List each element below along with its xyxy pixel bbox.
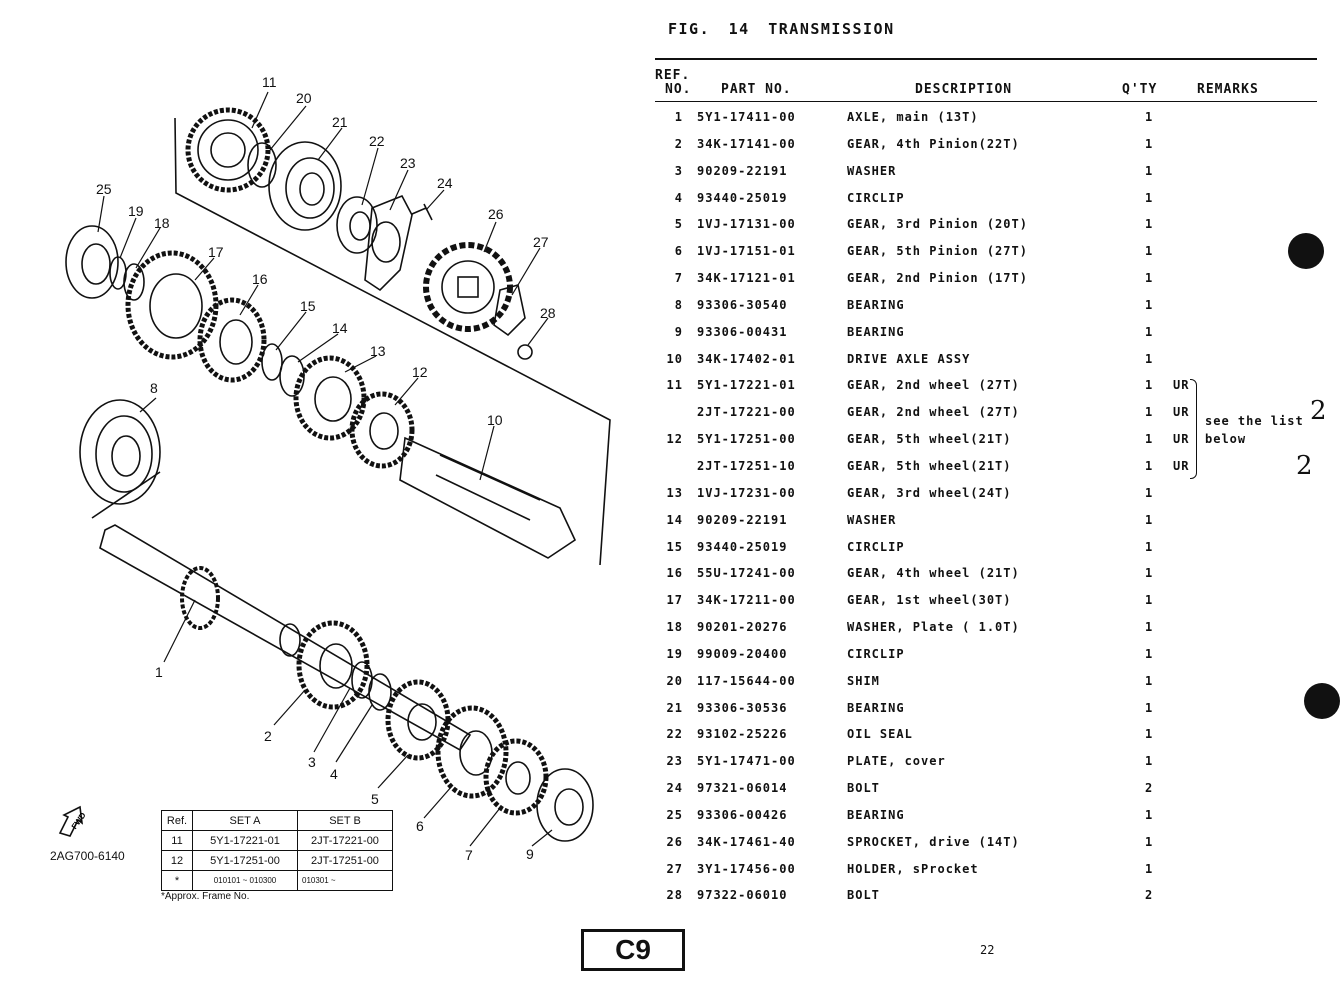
part-qty: 2 <box>1145 888 1154 903</box>
part-number: 97322-06010 <box>697 888 788 903</box>
part-remarks: UR <box>1173 378 1190 393</box>
callout-1: 1 <box>155 664 163 680</box>
part-ref: 1 <box>674 110 683 124</box>
set-table-header-set-b: SET B <box>298 811 393 831</box>
set-table-note: *Approx. Frame No. <box>161 891 250 902</box>
part-ref: 3 <box>674 163 683 178</box>
part-number: 34K-17141-00 <box>697 136 796 151</box>
table-row <box>655 131 1325 158</box>
part-ref: 13 <box>666 485 683 500</box>
part-number: 93440-25019 <box>697 190 788 205</box>
part-ref: 17 <box>666 593 683 608</box>
part-description: BEARING <box>847 324 905 339</box>
part-qty: 1 <box>1145 539 1154 554</box>
table-row <box>655 560 1325 587</box>
callout-23: 23 <box>400 155 416 171</box>
punch-hole-top <box>1288 233 1324 269</box>
callout-22: 22 <box>369 133 385 149</box>
parts-list <box>655 104 1325 909</box>
part-description: BEARING <box>847 807 905 822</box>
part-qty: 1 <box>1145 593 1154 608</box>
part-description: GEAR, 5th Pinion (27T) <box>847 244 1028 259</box>
part-qty: 1 <box>1145 271 1154 286</box>
part-description: BOLT <box>847 781 880 796</box>
table-row <box>655 346 1325 373</box>
part-ref: 22 <box>666 727 683 742</box>
part-number: 90201-20276 <box>697 620 788 635</box>
part-description: GEAR, 2nd wheel (27T) <box>847 405 1020 420</box>
part-qty: 1 <box>1145 297 1154 312</box>
part-description: OIL SEAL <box>847 727 913 742</box>
callout-28: 28 <box>540 305 556 321</box>
table-row <box>655 695 1325 722</box>
part-description: GEAR, 2nd Pinion (17T) <box>847 271 1028 286</box>
table-row <box>655 104 1325 131</box>
part-number: 97321-06014 <box>697 781 788 796</box>
part-number: 55U-17241-00 <box>697 566 796 581</box>
callout-24: 24 <box>437 175 453 191</box>
table-row <box>655 641 1325 668</box>
part-description: BEARING <box>847 297 905 312</box>
part-number: 2JT-17251-10 <box>697 458 796 473</box>
part-description: GEAR, 5th wheel(21T) <box>847 432 1012 447</box>
fwd-label: FWD <box>69 810 88 831</box>
part-ref: 26 <box>666 834 683 849</box>
callout-15: 15 <box>300 298 316 314</box>
part-description: CIRCLIP <box>847 190 905 205</box>
set-table-cell: 5Y1-17251-00 <box>193 851 298 871</box>
part-number: 34K-17211-00 <box>697 593 796 608</box>
header-bottom-rule <box>655 101 1317 102</box>
part-description: DRIVE AXLE ASSY <box>847 351 971 366</box>
handwritten-mark-b: 2 <box>1296 451 1313 481</box>
table-row <box>655 185 1325 212</box>
part-qty: 1 <box>1145 861 1154 876</box>
part-qty: 2 <box>1145 781 1154 796</box>
table-row <box>655 829 1325 856</box>
part-ref: 12 <box>666 432 683 447</box>
part-description: WASHER, Plate ( 1.0T) <box>847 620 1020 635</box>
table-row <box>655 265 1325 292</box>
part-ref: 4 <box>674 190 683 205</box>
part-ref: 11 <box>666 378 683 393</box>
part-number: 93306-00431 <box>697 324 788 339</box>
header-description: DESCRIPTION <box>915 82 1013 97</box>
callout-2: 2 <box>264 728 272 744</box>
part-ref: 28 <box>666 888 683 903</box>
part-description: CIRCLIP <box>847 539 905 554</box>
set-table-cell: 12 <box>162 851 193 871</box>
sprocket-26 <box>426 245 510 329</box>
fwd-arrow-icon <box>58 805 100 837</box>
part-ref: 10 <box>666 351 683 366</box>
bolt-28 <box>518 345 532 359</box>
part-ref: 24 <box>666 781 683 796</box>
callout-5: 5 <box>371 791 379 807</box>
set-table-cell: 010101 ~ 010300 <box>193 871 298 891</box>
callout-12: 12 <box>412 364 428 380</box>
bearing-9 <box>537 769 593 841</box>
part-ref: 8 <box>674 297 683 312</box>
callout-13: 13 <box>370 343 386 359</box>
part-remarks: UR <box>1173 458 1190 473</box>
part-description: GEAR, 3rd Pinion (20T) <box>847 217 1028 232</box>
part-qty: 1 <box>1145 512 1154 527</box>
part-number: 34K-17402-01 <box>697 351 796 366</box>
main-axle-1 <box>100 525 470 750</box>
table-row <box>655 507 1325 534</box>
table-row <box>655 802 1325 829</box>
callout-3: 3 <box>308 754 316 770</box>
part-number: 93306-30536 <box>697 700 788 715</box>
table-row <box>162 851 393 871</box>
part-qty: 1 <box>1145 163 1154 178</box>
callout-25: 25 <box>96 181 112 197</box>
callout-8: 8 <box>150 380 158 396</box>
callout-14: 14 <box>332 320 348 336</box>
part-number: 5Y1-17471-00 <box>697 754 796 769</box>
callout-7: 7 <box>465 847 473 863</box>
part-qty: 1 <box>1145 458 1154 473</box>
header-top-rule <box>655 58 1317 60</box>
part-number: 90209-22191 <box>697 163 788 178</box>
set-table-header <box>162 811 393 831</box>
header-remarks: REMARKS <box>1197 82 1259 97</box>
table-row <box>655 453 1325 480</box>
part-ref: 5 <box>674 217 683 232</box>
set-table-cell: 010301 ~ <box>298 871 393 891</box>
table-row <box>655 211 1325 238</box>
remarks-note <box>1205 412 1304 448</box>
part-description: GEAR, 3rd wheel(24T) <box>847 485 1012 500</box>
table-row <box>655 668 1325 695</box>
set-table-cell: 5Y1-17221-01 <box>193 831 298 851</box>
part-number: 34K-17121-01 <box>697 271 796 286</box>
callout-4: 4 <box>330 766 338 782</box>
callout-19: 19 <box>128 203 144 219</box>
part-number: 5Y1-17411-00 <box>697 110 796 124</box>
part-description: BOLT <box>847 888 880 903</box>
part-ref: 18 <box>666 620 683 635</box>
table-row <box>655 238 1325 265</box>
part-qty: 1 <box>1145 110 1154 124</box>
shim-20 <box>248 143 276 187</box>
part-ref: 2 <box>674 136 683 151</box>
punch-hole-bottom <box>1304 683 1340 719</box>
part-ref: 25 <box>666 807 683 822</box>
callout-6: 6 <box>416 818 424 834</box>
table-row <box>655 775 1325 802</box>
figure-title: FIG. 14 TRANSMISSION <box>668 20 895 38</box>
set-table-cell: 11 <box>162 831 193 851</box>
part-qty: 1 <box>1145 405 1154 420</box>
table-row <box>655 534 1325 561</box>
callout-26: 26 <box>488 206 504 222</box>
part-number: 99009-20400 <box>697 646 788 661</box>
part-qty: 1 <box>1145 324 1154 339</box>
table-row <box>655 292 1325 319</box>
callout-21: 21 <box>332 114 348 130</box>
table-row <box>162 871 393 891</box>
header-ref-line2: NO. <box>665 82 692 97</box>
table-row <box>655 748 1325 775</box>
remarks-brace <box>1190 379 1197 479</box>
part-qty: 1 <box>1145 620 1154 635</box>
part-number: 3Y1-17456-00 <box>697 861 796 876</box>
callout-20: 20 <box>296 90 312 106</box>
part-qty: 1 <box>1145 646 1154 661</box>
part-remarks: UR <box>1173 432 1190 447</box>
part-number: 93306-00426 <box>697 807 788 822</box>
part-number: 93102-25226 <box>697 727 788 742</box>
part-ref: 21 <box>666 700 683 715</box>
set-table <box>161 810 393 891</box>
bearing-21 <box>269 142 341 230</box>
part-qty: 1 <box>1145 378 1154 393</box>
part-number: 1VJ-17151-01 <box>697 244 796 259</box>
part-description: GEAR, 4th Pinion(22T) <box>847 136 1020 151</box>
callout-16: 16 <box>252 271 268 287</box>
gear-13 <box>296 358 364 438</box>
part-qty: 1 <box>1145 727 1154 742</box>
part-qty: 1 <box>1145 244 1154 259</box>
page-tag: C9 <box>581 929 685 971</box>
part-description: PLATE, cover <box>847 754 946 769</box>
handwritten-mark-a: 2 <box>1310 396 1327 426</box>
part-qty: 1 <box>1145 754 1154 769</box>
table-row <box>655 614 1325 641</box>
table-row <box>162 831 393 851</box>
remarks-note-line2: below <box>1205 432 1247 446</box>
part-qty: 1 <box>1145 136 1154 151</box>
part-qty: 1 <box>1145 351 1154 366</box>
assembly-outline-upper <box>175 118 610 565</box>
set-table-header-ref: Ref. <box>162 811 193 831</box>
table-row <box>655 319 1325 346</box>
bearing-25 <box>66 226 118 298</box>
bearing-8 <box>80 400 160 504</box>
part-qty: 1 <box>1145 566 1154 581</box>
part-qty: 1 <box>1145 217 1154 232</box>
part-qty: 1 <box>1145 190 1154 205</box>
table-row <box>655 882 1325 909</box>
part-ref: 14 <box>666 512 683 527</box>
gear-11 <box>188 110 268 190</box>
part-description: SPROCKET, drive (14T) <box>847 834 1020 849</box>
part-ref: 20 <box>666 673 683 688</box>
remarks-note-line1: see the list <box>1205 414 1304 428</box>
part-description: WASHER <box>847 163 897 178</box>
part-ref: 15 <box>666 539 683 554</box>
part-description: AXLE, main (13T) <box>847 110 979 124</box>
part-number: 34K-17461-40 <box>697 834 796 849</box>
part-description: HOLDER, sProcket <box>847 861 979 876</box>
set-table-cell: 2JT-17251-00 <box>298 851 393 871</box>
part-ref: 6 <box>674 244 683 259</box>
header-ref-line1: REF. <box>655 68 691 83</box>
callout-9: 9 <box>526 846 534 862</box>
part-number: 90209-22191 <box>697 512 788 527</box>
part-ref: 7 <box>674 271 683 286</box>
part-ref: 27 <box>666 861 683 876</box>
part-description: SHIM <box>847 673 880 688</box>
part-ref: 9 <box>674 324 683 339</box>
callout-27: 27 <box>533 234 549 250</box>
table-row <box>655 856 1325 883</box>
part-number: 5Y1-17221-01 <box>697 378 796 393</box>
table-row <box>655 587 1325 614</box>
part-number: 2JT-17221-00 <box>697 405 796 420</box>
part-qty: 1 <box>1145 432 1154 447</box>
gear-16 <box>200 300 264 380</box>
part-number: 1VJ-17131-00 <box>697 217 796 232</box>
part-description: GEAR, 1st wheel(30T) <box>847 593 1012 608</box>
set-table-header-set-a: SET A <box>193 811 298 831</box>
callout-18: 18 <box>154 215 170 231</box>
callout-10: 10 <box>487 412 503 428</box>
part-description: BEARING <box>847 700 905 715</box>
header-qty: Q'TY <box>1122 82 1158 97</box>
table-row <box>655 480 1325 507</box>
part-description: WASHER <box>847 512 897 527</box>
model-code: 2AG700-6140 <box>50 849 125 863</box>
part-number: 1VJ-17231-00 <box>697 485 796 500</box>
part-description: GEAR, 2nd wheel (27T) <box>847 378 1020 393</box>
part-qty: 1 <box>1145 673 1154 688</box>
part-remarks: UR <box>1173 405 1190 420</box>
part-number: 93440-25019 <box>697 539 788 554</box>
table-row <box>655 158 1325 185</box>
part-number: 5Y1-17251-00 <box>697 432 796 447</box>
part-qty: 1 <box>1145 807 1154 822</box>
part-ref: 23 <box>666 754 683 769</box>
circlip-15 <box>262 344 282 380</box>
drive-axle-10 <box>400 438 575 558</box>
part-number: 117-15644-00 <box>697 673 796 688</box>
part-ref: 19 <box>666 646 683 661</box>
page-number: 22 <box>980 943 995 957</box>
part-ref: 16 <box>666 566 683 581</box>
part-qty: 1 <box>1145 834 1154 849</box>
part-number: 93306-30540 <box>697 297 788 312</box>
part-description: GEAR, 4th wheel (21T) <box>847 566 1020 581</box>
set-table-cell: * <box>162 871 193 891</box>
table-row <box>655 721 1325 748</box>
set-table-cell: 2JT-17221-00 <box>298 831 393 851</box>
part-description: GEAR, 5th wheel(21T) <box>847 458 1012 473</box>
part-qty: 1 <box>1145 485 1154 500</box>
part-qty: 1 <box>1145 700 1154 715</box>
header-part-no: PART NO. <box>721 82 792 97</box>
table-row <box>655 372 1325 399</box>
callout-17: 17 <box>208 244 224 260</box>
part-description: CIRCLIP <box>847 646 905 661</box>
callout-11: 11 <box>262 74 277 90</box>
